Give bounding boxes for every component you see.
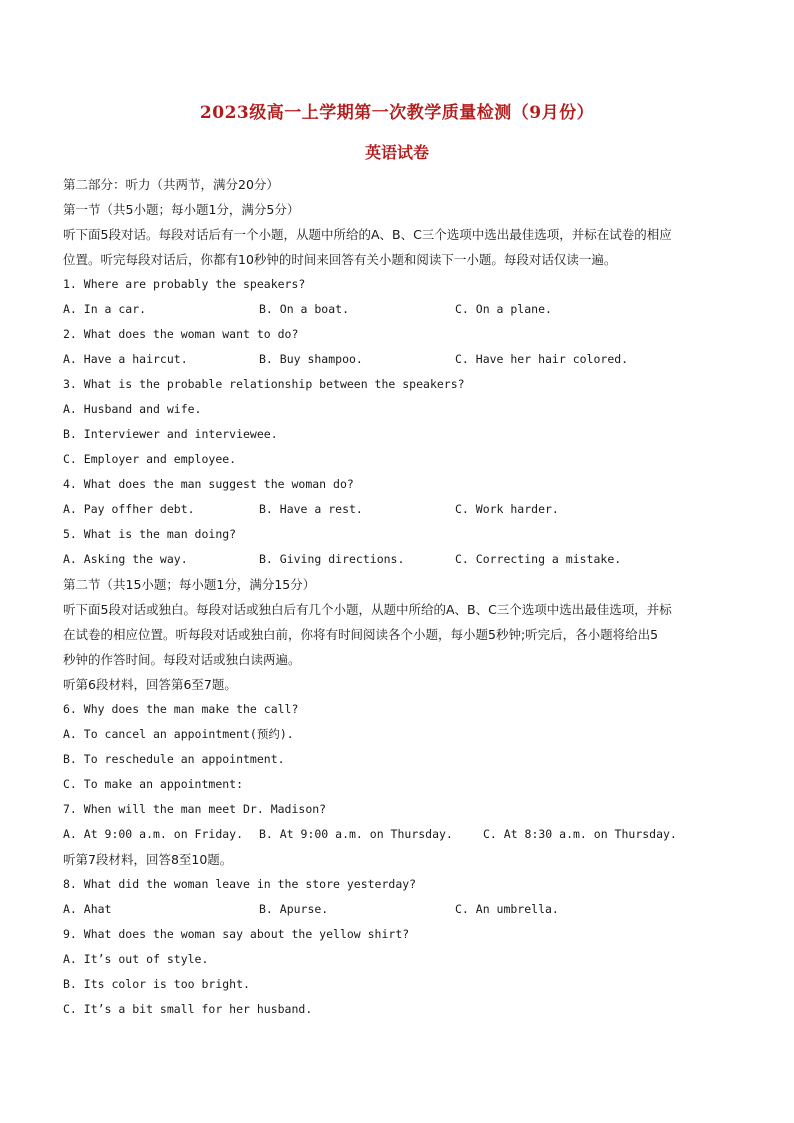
q5-option-a: A. Asking the way. (63, 552, 188, 566)
q4-options (63, 497, 744, 522)
q3-stem: 3. What is the probable relationship between the speakers? (63, 377, 465, 391)
q1-options (63, 297, 744, 322)
q2-option-c: C. Have her hair colored. (455, 352, 629, 366)
material6-note: 听第6段材料，回答第6至7题。 (63, 677, 237, 692)
q6-option-a: A. To cancel an appointment(预约). (63, 727, 294, 741)
q4-stem: 4. What does the man suggest the woman do? (63, 477, 354, 491)
q7-stem: 7. When will the man meet Dr. Madison? (63, 802, 327, 816)
q1-stem: 1. Where are probably the speakers? (63, 277, 306, 291)
q7-option-a: A. At 9:00 a.m. on Friday. (63, 827, 244, 841)
q2-option-a: A. Have a haircut. (63, 352, 188, 366)
section2-instructions-2: 在试卷的相应位置。听每段对话或独白前，你将有时间阅读各个小题，每小题5秒钟;听完后，各小题将给出5 (63, 627, 659, 642)
q2-stem: 2. What does the woman want to do? (63, 327, 299, 341)
section1-instructions-1: 听下面5段对话。每段对话后有一个小题，从题中所给的A、B、C三个选项中选出最佳选项，并标在试卷的相应 (63, 227, 672, 242)
q6-option-b: B. To reschedule an appointment. (63, 752, 285, 766)
q4-option-c: C. Work harder. (455, 502, 559, 516)
q5-option-b: B. Giving directions. (259, 552, 405, 566)
section2-instructions-3: 秒钟的作答时间。每段对话或独白读两遍。 (63, 652, 301, 667)
exam-body (63, 172, 744, 1022)
q6-stem: 6. Why does the man make the call? (63, 702, 299, 716)
q2-option-b: B. Buy shampoo. (259, 352, 363, 366)
part2-heading: 第二部分：听力（共两节，满分20分） (63, 177, 279, 192)
exam-title: 2023级高一上学期第一次教学质量检测（9月份） (199, 103, 595, 123)
q5-stem: 5. What is the man doing? (63, 527, 237, 541)
q8-options (63, 897, 744, 922)
q8-option-a: A. Ahat (63, 902, 112, 916)
section2-heading: 第二节（共15小题；每小题1分，满分15分） (63, 577, 316, 592)
q7-option-c: C. At 8:30 a.m. on Thursday. (483, 827, 677, 841)
q3-option-b: B. Interviewer and interviewee. (63, 427, 278, 441)
material7-note: 听第7段材料，回答8至10题。 (63, 852, 233, 867)
q3-option-a: A. Husband and wife. (63, 402, 202, 416)
q9-option-a: A. It’s out of style. (63, 952, 209, 966)
section2-instructions-1: 听下面5段对话或独白。每段对话或独白后有几个小题，从题中所给的A、B、C三个选项中选出最佳选项，并标 (63, 602, 672, 617)
q8-stem: 8. What did the woman leave in the store yesterday? (63, 877, 417, 891)
q5-options (63, 547, 744, 572)
q8-option-c: C. An umbrella. (455, 902, 559, 916)
q7-option-b: B. At 9:00 a.m. on Thursday. (259, 827, 453, 841)
q3-option-c: C. Employer and employee. (63, 452, 237, 466)
q1-option-b: B. On a boat. (259, 302, 350, 316)
q4-option-a: A. Pay offher debt. (63, 502, 195, 516)
exam-subtitle: 英语试卷 (364, 143, 429, 162)
q9-option-b: B. Its color is too bright. (63, 977, 250, 991)
q4-option-b: B. Have a rest. (259, 502, 363, 516)
q9-stem: 9. What does the woman say about the yellow shirt? (63, 927, 410, 941)
q7-options (63, 822, 744, 847)
q8-option-b: B. Apurse. (259, 902, 329, 916)
q9-option-c: C. It’s a bit small for her husband. (63, 1002, 313, 1016)
q1-option-c: C. On a plane. (455, 302, 552, 316)
q6-option-c: C. To make an appointment: (63, 777, 244, 791)
section1-heading: 第一节（共5小题；每小题1分，满分5分） (63, 202, 300, 217)
q5-option-c: C. Correcting a mistake. (455, 552, 622, 566)
q2-options (63, 347, 744, 372)
q1-option-a: A. In a car. (63, 302, 147, 316)
section1-instructions-2: 位置。听完每段对话后，你都有10秒钟的时间来回答有关小题和阅读下一小题。每段对话仅读一遍。 (63, 252, 617, 267)
